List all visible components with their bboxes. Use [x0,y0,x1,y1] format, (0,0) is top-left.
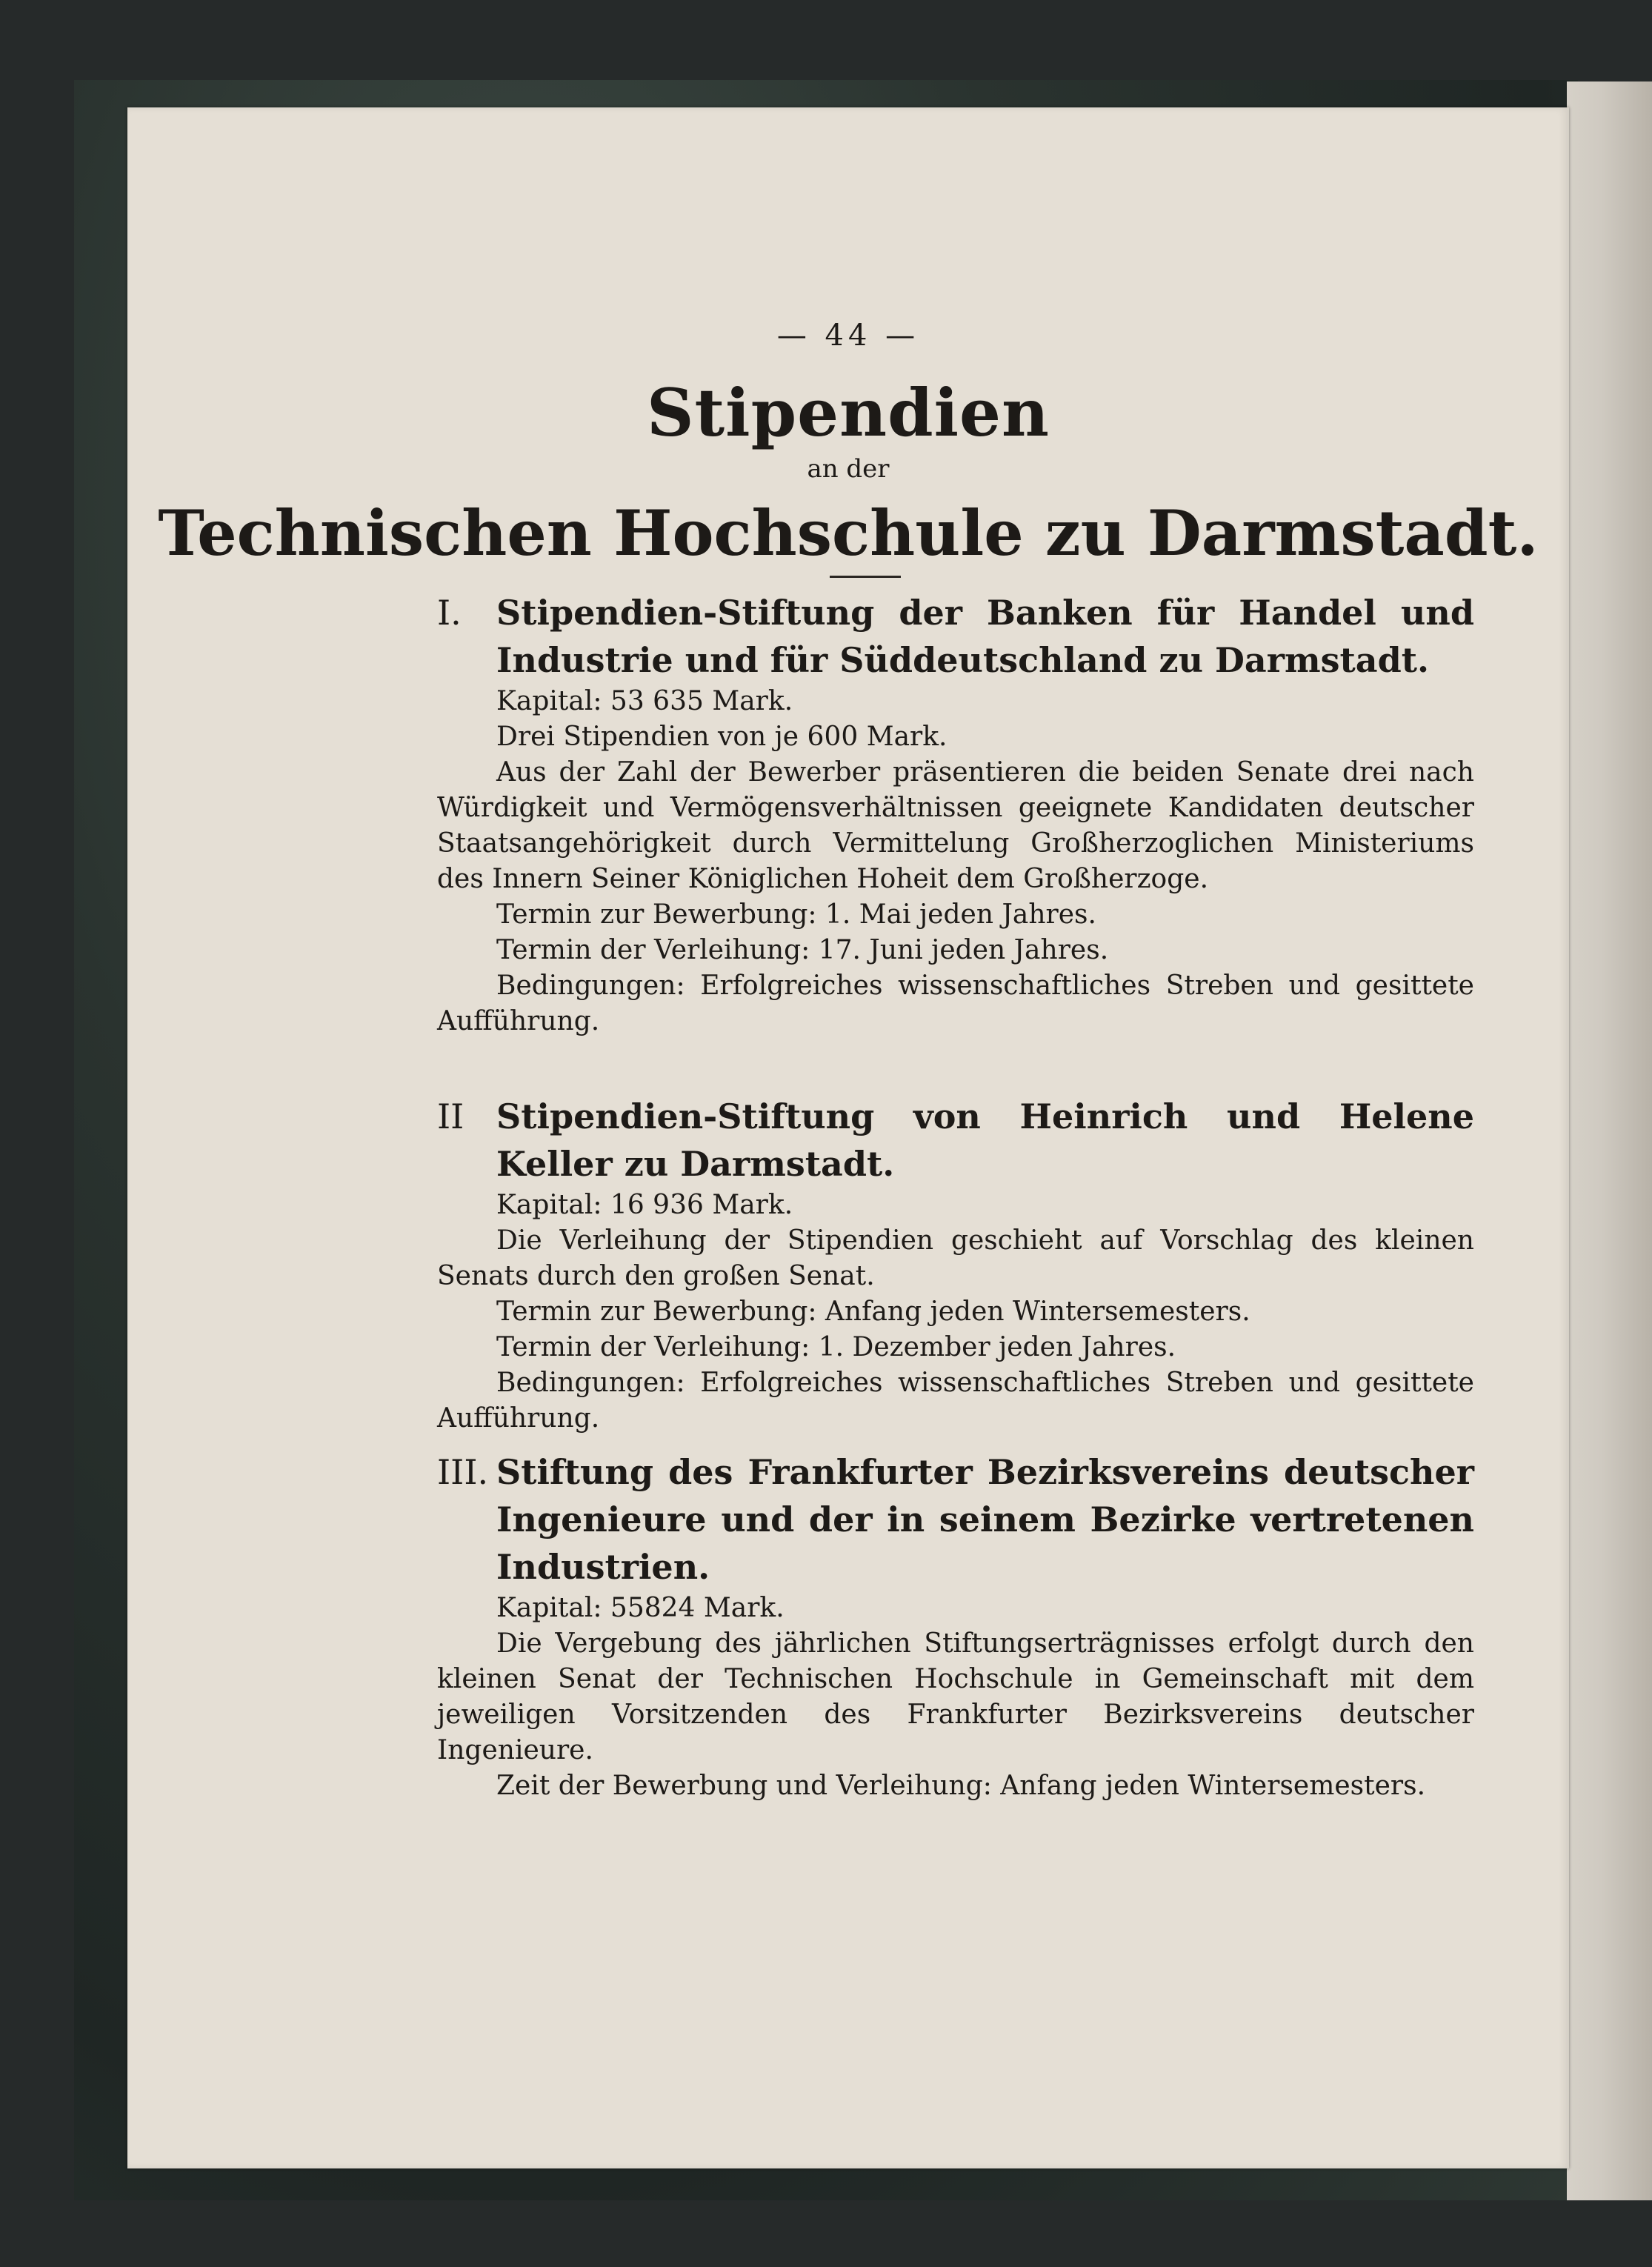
section-number: III. [437,1452,489,1492]
subtitle-small: an der [807,454,890,484]
section-line: Kapital: 53 635 Mark. [496,686,793,716]
section-3 [437,1448,1474,1804]
next-page-edge [1567,81,1652,2200]
section-heading [437,1448,1474,1591]
divider-rule [830,576,901,578]
section-number: II [437,1096,464,1136]
section-conditions: Zeit der Bewerbung und Verleihung: Anfang jeden Wintersemesters. [496,1771,1426,1801]
section-heading-text: Stiftung des Frankfurter Bezirksvereins deutscher Ingenieure und der in seinem Bezirke vertretenen Industrien. [496,1452,1474,1587]
subtitle-institution: Technischen Hochschule zu Darmstadt. [158,496,1539,570]
section-heading [437,589,1474,684]
section-line: Termin der Verleihung: 1. Dezember jeden Jahres. [496,1332,1176,1362]
section-line: Kapital: 16 936 Mark. [496,1190,793,1220]
page-number: — 44 — [776,319,920,353]
section-1 [437,589,1474,1039]
section-paragraph: Aus der Zahl der Bewerber präsentieren die beiden Senate drei nach Würdigkeit und Vermögensverhältnissen geeignete Kandidaten deutscher Staatsangehörigkeit durch Vermittelung Großherzoglichen Ministeriums des Innern Seiner Königlichen Hoheit dem Großherzoge. [437,757,1474,894]
section-line: Termin zur Bewerbung: 1. Mai jeden Jahres. [496,899,1096,930]
section-2 [437,1093,1474,1437]
section-number: I. [437,593,462,633]
section-paragraph: Die Vergebung des jährlichen Stiftungserträgnisses erfolgt durch den kleinen Senat der Technischen Hochschule in Gemeinschaft mit dem jeweiligen Vorsitzenden des Frankfurter Bezirksvereins deutscher Ingenieure. [437,1628,1474,1765]
section-paragraph: Die Verleihung der Stipendien geschieht auf Vorschlag des kleinen Senats durch den großen Senat. [437,1225,1474,1291]
section-heading [437,1093,1474,1188]
book-page [127,107,1569,2168]
section-line: Termin der Verleihung: 17. Juni jeden Jahres. [496,935,1109,965]
section-conditions: Bedingungen: Erfolgreiches wissenschaftliches Streben und gesittete Aufführung. [437,1368,1474,1434]
section-line: Kapital: 55824 Mark. [496,1593,785,1623]
section-conditions: Bedingungen: Erfolgreiches wissenschaftliches Streben und gesittete Aufführung. [437,971,1474,1036]
section-heading-text: Stipendien-Stiftung der Banken für Handel und Industrie und für Süddeutschland zu Darmstadt. [496,593,1474,680]
section-heading-text: Stipendien-Stiftung von Heinrich und Helene Keller zu Darmstadt. [496,1096,1474,1184]
page-title: Stipendien [646,374,1050,451]
section-line: Termin zur Bewerbung: Anfang jeden Wintersemesters. [496,1296,1250,1327]
section-line: Drei Stipendien von je 600 Mark. [496,722,947,752]
